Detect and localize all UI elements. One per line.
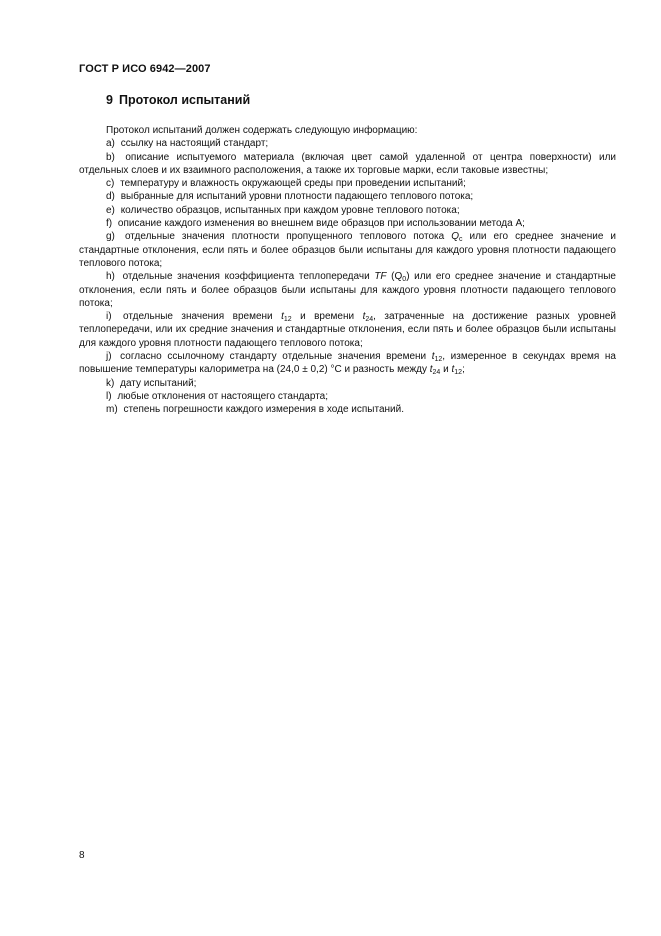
item-id: b) [106,151,115,163]
subscript: 12 [454,369,463,377]
page-number: 8 [79,850,85,861]
item-text-pre: согласно ссылочному стандарту отдельные значения времени [120,351,432,363]
item-id: a) [106,138,115,150]
item-id: e) [106,204,115,216]
item-text-pre: отдельные значения времени [123,311,282,323]
item-text-post: , затраченные на достижение разных уровней теплопередачи, или их средние значения и стандартные отклонения, если пять и более образцов были испытаны для каждого уровня плотности падающего теплового потока; [79,311,617,349]
subscript: 24 [432,369,441,377]
list-item-i [79,310,616,350]
item-id: i) [106,311,112,323]
section-title-text: Протокол испытаний [118,93,251,107]
item-id: m) [106,404,118,416]
subscript: 12 [283,316,292,324]
item-text: ссылку на настоящий стандарт; [120,138,269,150]
subscript: 0 [402,276,407,284]
item-text: выбранные для испытаний уровни плотности падающего теплового потока; [120,191,474,203]
item-text: количество образцов, испытанных при каждом уровне теплового потока; [120,204,460,216]
symbol-tf: TF [374,271,387,283]
item-id: d) [106,191,115,203]
section-number: 9 [106,93,113,107]
section-heading [106,93,250,107]
item-text-mid: (Q [386,271,403,283]
symbol-t: t [431,351,435,363]
item-id: k) [106,377,115,389]
item-text-mid: , измеренное в секундах время на повышение температуры калориметра на (24,0 ± 0,2) °С и разность между [79,351,616,376]
item-id: j) [106,351,112,363]
intro-paragraph: Протокол испытаний должен содержать следующую информацию: [106,125,418,136]
item-text-mid: и времени [291,311,363,323]
symbol-t: t [362,311,366,323]
list-item-g [79,230,616,270]
item-text-pre: отдельные значения плотности пропущенного теплового потока [124,231,452,243]
list-item-h [79,270,616,310]
item-text-post: ; [462,364,465,376]
subscript: 12 [434,356,443,364]
item-text: описание испытуемого материала (включая цвет самой удаленной от центра поверхности) или отдельных слоев и их взаимного расположения, а также их торговые марки, если таковые известны; [79,151,616,176]
list-item-a [79,137,616,150]
item-text-pre: отдельные значения коэффициента теплопередачи [122,271,375,283]
item-id: h) [106,271,115,283]
list-item-j [79,350,616,377]
list-item-e [79,204,616,217]
symbol-t: t [281,311,284,323]
item-id: c) [106,178,115,190]
document-header: ГОСТ Р ИСО 6942—2007 [79,63,211,75]
item-text: любые отклонения от настоящего стандарта; [117,390,329,402]
subscript: c [458,236,463,244]
item-text-post: или его среднее значение и стандартные отклонения, если пять и более образцов были испытаны для каждого уровня плотности падающего теплового потока; [79,231,617,269]
list-item-m [79,403,616,416]
item-id: g) [106,231,115,243]
list-item-f [79,217,616,230]
list-item-d [79,190,616,203]
item-text: температуру и влажность окружающей среды при проведении испытаний; [120,178,466,190]
item-id: f) [106,218,113,230]
list-item-l [79,390,616,403]
list-item-c [79,177,616,190]
section-body [79,124,616,417]
item-text-mid2: и [440,364,452,376]
item-text: описание каждого изменения во внешнем виде образцов при использовании метода А; [117,218,525,230]
item-id: l) [106,390,112,402]
list-item-b [79,151,616,178]
symbol-q: Q [451,231,459,243]
item-text: дату испытаний; [120,377,197,389]
symbol-t: t [451,364,455,376]
subscript: 24 [365,316,374,324]
item-text-post: ) или его среднее значение и стандартные отклонения, если пять и более образцов были испытаны для каждого уровня плотности падающего теплового потока; [79,271,616,309]
list-item-k [79,377,616,390]
symbol-t: t [429,364,433,376]
item-text: степень погрешности каждого измерения в ходе испытаний. [123,404,404,416]
